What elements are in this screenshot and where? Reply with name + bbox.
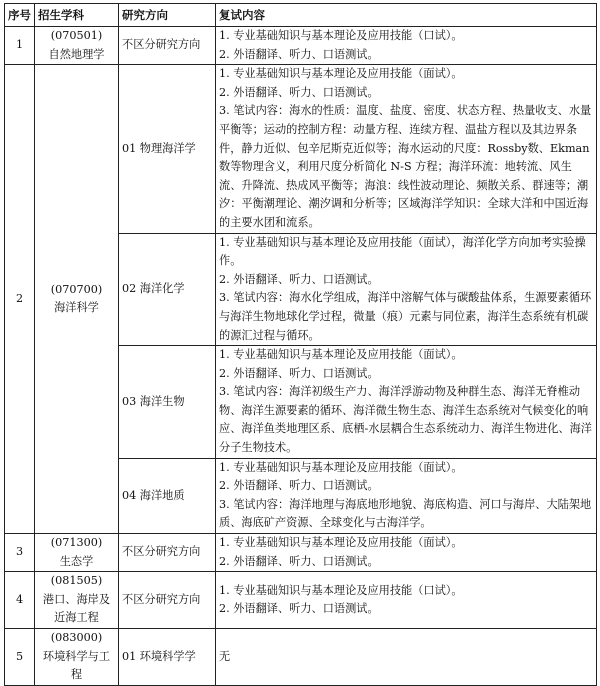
content-line: 3. 笔试内容：海水化学组成，海洋中溶解气体与碳酸盐体系，生源要素循环与海洋生物地球化学过程，微量（痕）元素与同位素，海洋生态系统有机碳的源汇过程与循环。 — [219, 291, 592, 342]
table-row — [5, 65, 597, 233]
seq-cell: 5 — [5, 629, 35, 686]
content-line: 无 — [219, 649, 231, 663]
direction-cell: 01 物理海洋学 — [119, 65, 216, 233]
content-line: 3. 笔试内容：海洋初级生产力、海洋浮游动物及种群生态、海洋无脊椎动物、海洋生源要素的循环、海洋微生物生态、海洋生态系统对气候变化的响应、海洋鱼类地理区系、底栖-水层耦合生态系统动力、海洋生物进化、海洋分子生物技术。 — [219, 385, 592, 455]
content-line: 2. 外语翻译、听力、口语测试。 — [219, 272, 379, 286]
content-cell — [216, 458, 597, 533]
header-row — [5, 4, 597, 27]
table-row — [5, 27, 597, 65]
subject-cell — [35, 572, 119, 629]
table-row — [5, 572, 597, 629]
direction-cell: 01 环境科学学 — [119, 629, 216, 686]
content-line: 1. 专业基础知识与基本理论及应用技能（面试）。 — [219, 460, 463, 474]
admissions-table — [4, 3, 597, 686]
direction-cell: 不区分研究方向 — [119, 534, 216, 572]
content-line: 2. 外语翻译、听力、口语测试。 — [219, 602, 379, 616]
content-line: 3. 笔试内容：海洋地理与海底地形地貌、海底构造、河口与海岸、大陆架地质、海底矿产资源、全球变化与古海洋学。 — [219, 497, 592, 530]
subject-name: 环境科学与工程 — [42, 649, 111, 682]
direction-cell: 02 海洋化学 — [119, 233, 216, 346]
subject-code: (070700) — [50, 282, 103, 296]
subject-name: 自然地理学 — [48, 47, 105, 61]
content-cell — [216, 346, 597, 459]
subject-name: 港口、海岸及近海工程 — [42, 592, 111, 625]
subject-cell — [35, 27, 119, 65]
subject-name: 海洋科学 — [54, 301, 99, 315]
subject-cell — [35, 629, 119, 686]
content-line: 1. 专业基础知识与基本理论及应用技能（面试），海洋化学方向加考实验操作。 — [219, 235, 586, 268]
content-cell — [216, 534, 597, 572]
subject-code: (081505) — [50, 574, 103, 588]
direction-cell: 不区分研究方向 — [119, 27, 216, 65]
seq-cell: 3 — [5, 534, 35, 572]
direction-cell: 不区分研究方向 — [119, 572, 216, 629]
seq-cell: 4 — [5, 572, 35, 629]
header-subject: 招生学科 — [35, 4, 119, 27]
content-line: 1. 专业基础知识与基本理论及应用技能（面试）。 — [219, 67, 463, 81]
table-row — [5, 629, 597, 686]
content-line: 2. 外语翻译、听力、口语测试。 — [219, 85, 379, 99]
seq-cell: 1 — [5, 27, 35, 65]
direction-cell: 03 海洋生物 — [119, 346, 216, 459]
subject-code: (083000) — [50, 631, 103, 644]
content-cell — [216, 233, 597, 346]
seq-cell: 2 — [5, 65, 35, 534]
subject-code: (071300) — [50, 536, 103, 550]
content-cell — [216, 27, 597, 65]
content-line: 1. 专业基础知识与基本理论及应用技能（面试）。 — [219, 536, 463, 550]
subject-cell — [35, 534, 119, 572]
table-row — [5, 534, 597, 572]
content-line: 1. 专业基础知识与基本理论及应用技能（口试）。 — [219, 29, 463, 42]
content-line: 2. 外语翻译、听力、口语测试。 — [219, 366, 379, 380]
header-content: 复试内容 — [216, 4, 597, 27]
table-body — [5, 27, 597, 686]
subject-name: 生态学 — [59, 554, 94, 568]
content-line: 1. 专业基础知识与基本理论及应用技能（面试）。 — [219, 348, 463, 362]
content-line: 2. 外语翻译、听力、口语测试。 — [219, 479, 379, 493]
subject-cell — [35, 65, 119, 534]
content-line: 1. 专业基础知识与基本理论及应用技能（口试）。 — [219, 583, 463, 597]
content-line: 2. 外语翻译、听力、口语测试。 — [219, 554, 379, 568]
content-cell — [216, 65, 597, 233]
content-cell — [216, 629, 597, 686]
header-seq: 序号 — [5, 4, 35, 27]
content-cell — [216, 572, 597, 629]
subject-code: (070501) — [50, 29, 103, 42]
content-line: 3. 笔试内容：海水的性质：温度、盐度、密度、状态方程、热量收支、水量平衡等；运动的控制方程：动量方程、连续方程、温盐方程以及其边界条件，静力近似、包辛尼斯克近似等；海水运动的尺度：Rossby数、Ekman 数等物理含义，利用尺度分析简化 N-S 方程；海洋环流：地转流、风生流、升降流、热成风平衡等；海浪：线性波动理论、频散关系、群速等；潮汐：平衡潮理论、潮汐调和分析等；区域海洋学知识：全球大洋和中国近海的主要水团和流系。 — [219, 104, 592, 229]
content-line: 2. 外语翻译、听力、口语测试。 — [219, 47, 379, 61]
direction-cell: 04 海洋地质 — [119, 458, 216, 533]
header-direction: 研究方向 — [119, 4, 216, 27]
table-header — [5, 4, 597, 27]
